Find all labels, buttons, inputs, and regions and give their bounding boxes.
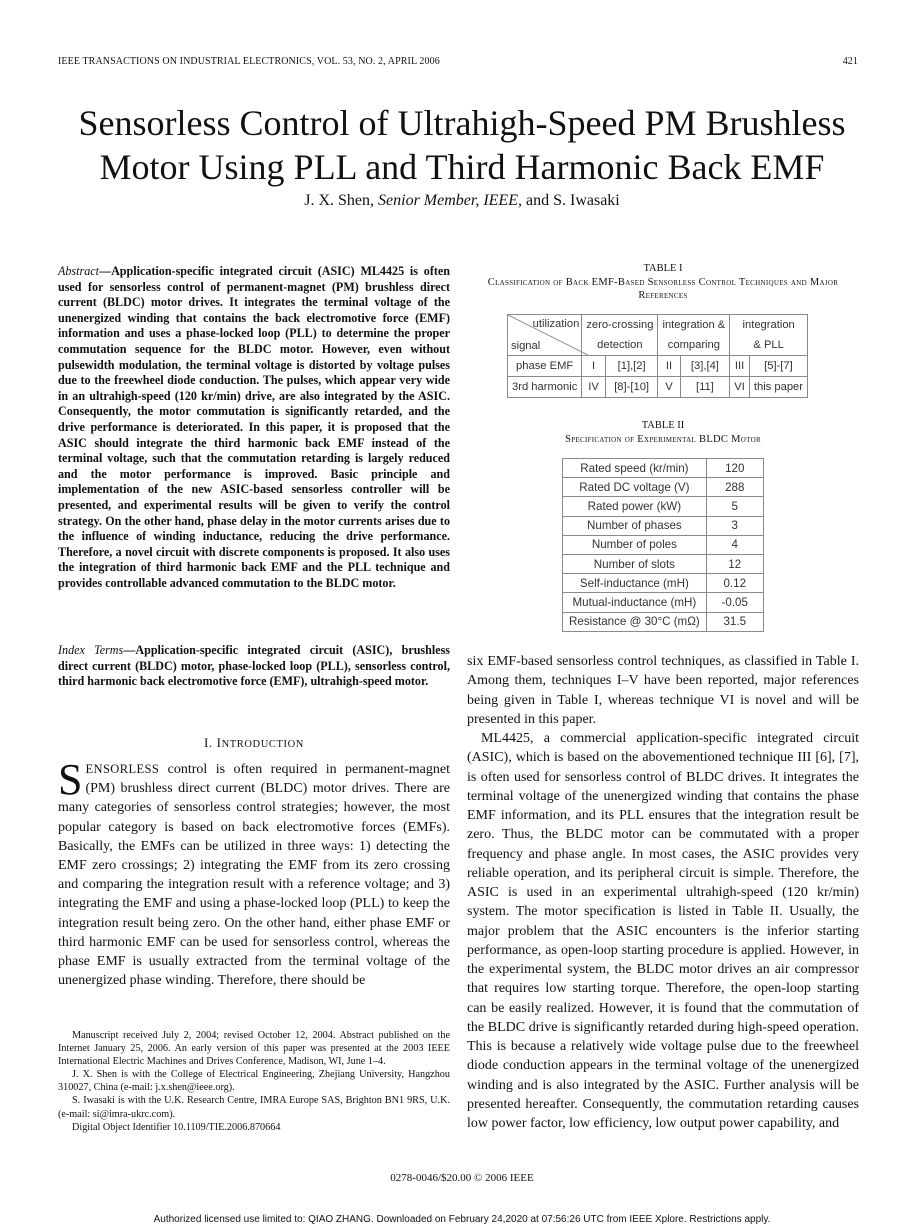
table2-value: 31.5 xyxy=(706,612,763,631)
table2-param: Rated power (kW) xyxy=(563,497,707,516)
table2-param: Rated DC voltage (V) xyxy=(563,478,707,497)
intro-first-word: ENSORLESS xyxy=(85,762,160,776)
title-line-2: Motor Using PLL and Third Harmonic Back EMF xyxy=(99,147,825,187)
page-number: 421 xyxy=(842,56,858,67)
table2-value: 5 xyxy=(706,497,763,516)
paper-title xyxy=(40,101,884,189)
abstract xyxy=(58,264,450,591)
table1-head-col2-line2: comparing xyxy=(658,335,730,356)
table1-cell: phase EMF xyxy=(508,356,582,377)
table1-cell: IV xyxy=(582,377,606,398)
table2-value: 4 xyxy=(706,535,763,554)
index-terms xyxy=(58,643,450,690)
table1-cell: [3],[4] xyxy=(680,356,730,377)
table1-cell: I xyxy=(582,356,606,377)
table2-value: 12 xyxy=(706,554,763,573)
table2-value: -0.05 xyxy=(706,593,763,612)
table2-value: 3 xyxy=(706,516,763,535)
table1-head-col1-line2: detection xyxy=(582,335,658,356)
table2-param: Resistance @ 30°C (mΩ) xyxy=(563,612,707,631)
table-row xyxy=(508,356,808,377)
introduction-paragraph xyxy=(58,755,450,990)
table2-param: Number of slots xyxy=(563,554,707,573)
footnote-author-iwasaki: S. Iwasaki is with the U.K. Research Centre, IMRA Europe SAS, Brighton BN1 9RS, U.K. (e-mail: si@imra-ukrc.com). xyxy=(58,1095,450,1120)
table1-label: TABLE I xyxy=(643,263,683,274)
table1-head-col3-line2: & PLL xyxy=(730,335,808,356)
table1-cell: III xyxy=(730,356,750,377)
running-head-journal: IEEE TRANSACTIONS ON INDUSTRIAL ELECTRONICS, VOL. 53, NO. 2, APRIL 2006 xyxy=(58,56,440,67)
table-row xyxy=(563,593,764,612)
table2-param: Number of phases xyxy=(563,516,707,535)
table1-head-col1: zero-crossing xyxy=(582,315,658,336)
table2-param: Number of poles xyxy=(563,535,707,554)
table1-caption: Classification of Back EMF-Based Sensorless Control Techniques and Major References xyxy=(487,276,839,301)
table1-cell: this paper xyxy=(749,377,807,398)
table2-value: 288 xyxy=(706,478,763,497)
intro-text: control is often required in permanent-magnet (PM) brushless direct current (BLDC) motor drives. There are many categories of sensorless control strategies; however, the most popular category is based on back electromotive forces (EMFs). Basically, the EMFs can be utilized in three ways: 1) detecting the EMF zero crossings; 2) integrating the EMF from its zero crossing and comparing the integration result with a reference voltage; and 3) integrating the EMF and using a phase-locked loop (PLL) to keep the integration result being zero. On the other hand, either phase EMF or third harmonic EMF can be used for sensorless control, whereas the phase EMF is usually extracted from the terminal voltage of the unenergized phase winding. Therefore, there should be xyxy=(58,762,450,989)
table1-cell: [5]-[7] xyxy=(749,356,807,377)
author-list xyxy=(40,192,884,210)
table1-corner-bottom: signal xyxy=(511,340,541,352)
index-terms-text: —Application-specific integrated circuit (ASIC), brushless direct current (BLDC) motor, phase-locked loop (PLL), sensorless control, third harmonic back electromotive force (EMF), ultrahigh-speed motor. xyxy=(58,643,450,689)
table-row xyxy=(563,574,764,593)
table2-label: TABLE II xyxy=(641,420,685,431)
table2-specification xyxy=(562,458,764,632)
table1-header-row-1 xyxy=(508,315,808,336)
table1-cell: II xyxy=(658,356,680,377)
section-number: I. xyxy=(203,735,217,750)
table2-value: 120 xyxy=(706,459,763,478)
table1-head-col3: integration xyxy=(730,315,808,336)
table-row xyxy=(563,554,764,573)
footnotes xyxy=(58,1029,450,1134)
table-row xyxy=(563,535,764,554)
author-role-1: Senior Member, IEEE xyxy=(378,192,518,209)
drop-cap: S xyxy=(58,755,83,804)
section-heading-rest: NTRODUCTION xyxy=(221,739,304,750)
table1-cell: 3rd harmonic xyxy=(508,377,582,398)
abstract-lead: Abstract xyxy=(58,264,99,278)
table-row xyxy=(508,377,808,398)
table-row xyxy=(563,459,764,478)
table1-cell: [1],[2] xyxy=(605,356,658,377)
table-row xyxy=(563,478,764,497)
table2-caption: Specification of Experimental BLDC Motor xyxy=(565,433,761,445)
title-line-1: Sensorless Control of Ultrahigh-Speed PM Brushless xyxy=(78,103,846,143)
body-paragraph-1: six EMF-based sensorless control techniques, as classified in Table I. Among them, techniques I–V have been reported, major references being given in Table I, whereas technique VI is novel and will be presented in this paper. xyxy=(467,654,859,727)
table2-param: Rated speed (kr/min) xyxy=(563,459,707,478)
table-row xyxy=(563,516,764,535)
table1-cell: VI xyxy=(730,377,750,398)
author-name-1: J. X. Shen, xyxy=(304,192,379,209)
table1-head-col2: integration & xyxy=(658,315,730,336)
section-heading-first-letter: I xyxy=(216,735,222,750)
abstract-text: —Application-specific integrated circuit (ASIC) ML4425 is often used for sensorless control of permanent-magnet (PM) brushless direct current (BLDC) motor drives. It integrates the terminal voltage of the unenergized winding that contains the back electromotive force (EMF) information and uses a phase-locked loop (PLL) to determine the proper commutation sequence for the BLDC motor. However, even without pulsewidth modulation, the terminal voltage is distorted by voltage pulses due to the freewheel diode conduction. The pulses, which appear very wide in an ultrahigh-speed (120 kr/min) drive, are also integrated by the ASIC. Consequently, the motor commutation is significantly retarded, and the drive performance is deteriorated. In this paper, it is proposed that the ASIC should integrate the third harmonic back EMF instead of the terminal voltage, such that the commutation retarding is largely reduced and the motor performance is improved. Basic principle and implementation of the new ASIC-based sensorless controller will be presented, and experimental results will be given to verify the control strategy. On the other hand, phase delay in the motor currents arises due to the influence of winding inductance, reducing the drive performance. Therefore, a novel circuit with discrete components is proposed. It also uses the integration of third harmonic back EMF and the PLL technique and provides controllable advanced commutation to the BLDC motor. xyxy=(58,264,450,590)
table-row xyxy=(563,612,764,631)
table1-cell: [11] xyxy=(680,377,730,398)
table1-corner-top: utilization xyxy=(532,318,580,330)
table1-classification xyxy=(507,314,808,398)
footnote-doi: Digital Object Identifier 10.1109/TIE.2006.870664 xyxy=(72,1121,281,1133)
table1-cell: [8]-[10] xyxy=(605,377,658,398)
footnote-author-shen: J. X. Shen is with the College of Electrical Engineering, Zhejiang University, Hangzhou 310027, China (e-mail: j.x.shen@ieee.org). xyxy=(58,1069,450,1094)
table2-caption-block xyxy=(467,419,859,446)
section-heading-introduction xyxy=(58,735,450,751)
body-paragraph-2: ML4425, a commercial application-specific integrated circuit (ASIC), which is based on the abovementioned technique III [6], [7], is often used for sensorless control of BLDC drives. It integrates the terminal voltage of the unenergized winding that contains the phase EMF information, and its PLL ensures that the integration result be zero. Thus, the BLDC motor can be commutated with a proper frequency and phase angle. In most cases, the ASIC provides very reliable operation, and its peripheral circuit is simple. Therefore, the ASIC is used in an experimental ultrahigh-speed (120 kr/min) system. The motor specification is listed in Table II. Usually, the major problem that the ASIC encounters is the inferior starting performance, as open-loop starting procedure is applied. However, in the experimental system, the BLDC motor drives an air compressor that requires low starting torque. Therefore, the open-loop starting can be easily realized. However, it is found that the commutation of the BLDC drive is significantly retarded during high-speed operation. This is because a relatively wide voltage pulse due to the freewheel diode conduction appears in the terminal voltage of the unenergized winding and is also integrated by the ASIC. Further analysis will be presented hereafter. Consequently, the commutation retarding causes low power factor, low efficiency, low output power capability, and xyxy=(467,731,859,1131)
table-row xyxy=(563,497,764,516)
table1-caption-block xyxy=(467,262,859,303)
copyright-line: 0278-0046/$20.00 © 2006 IEEE xyxy=(390,1172,534,1184)
table2-param: Self-inductance (mH) xyxy=(563,574,707,593)
author-rest: , and S. Iwasaki xyxy=(517,192,620,209)
index-terms-lead: Index Terms xyxy=(58,643,124,657)
footnote-manuscript: Manuscript received July 2, 2004; revised October 12, 2004. Abstract published on the Internet January 25, 2006. An early version of this paper was presented at the 2003 IEEE International Electric Machines and Drives Conference, Madison, WI, June 1–4. xyxy=(58,1030,450,1068)
license-notice: Authorized licensed use limited to: QIAO ZHANG. Downloaded on February 24,2020 at 07:56:26 UTC from IEEE Xplore. Restrictions apply. xyxy=(153,1214,771,1225)
right-column-body xyxy=(467,652,859,1133)
table1-corner-cell xyxy=(508,315,582,356)
table2-param: Mutual-inductance (mH) xyxy=(563,593,707,612)
table2-value: 0.12 xyxy=(706,574,763,593)
table1-cell: V xyxy=(658,377,680,398)
